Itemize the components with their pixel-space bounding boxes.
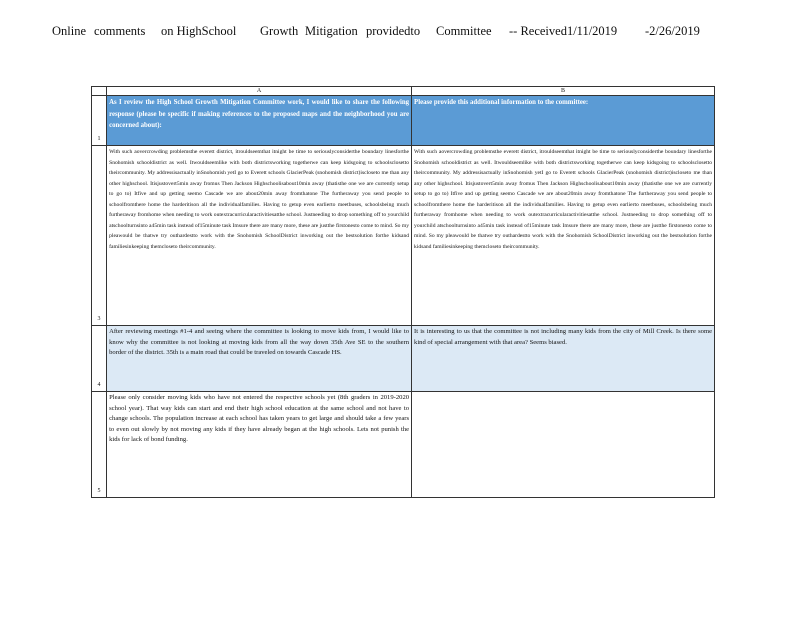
row-number: 4	[92, 326, 107, 392]
comment-cell-b	[412, 392, 715, 498]
row-number: 1	[92, 96, 107, 146]
header-word: comments	[94, 24, 146, 38]
row-number: 5	[92, 392, 107, 498]
table-row	[92, 326, 715, 392]
header-word: Committee	[436, 24, 492, 38]
table-row	[92, 392, 715, 498]
header-word: Online	[52, 24, 87, 38]
header-word: -2/26/2019	[645, 24, 700, 38]
header-word: providedto	[366, 24, 421, 38]
header-word: Mitigation	[305, 24, 358, 38]
column-header-a: A	[107, 87, 412, 96]
document-header	[0, 24, 800, 42]
row-number: 3	[92, 146, 107, 326]
corner-cell	[92, 87, 107, 96]
header-word: on HighSchool	[161, 24, 237, 38]
comment-cell-b: It is interesting to us that the committee is not including many kids from the city of Mill Creek. Is there some kind of special arrangement with that area? Seems biased.	[412, 326, 715, 392]
header-word: Growth	[260, 24, 299, 38]
table-row	[92, 96, 715, 146]
column-header-b: B	[412, 87, 715, 96]
comment-cell-b: With such aovercrowding problemsthe everett district, itrouldseemthat itnight be time to seriouslyconsiderthe boundary linesforthe Snohomish schooldistrict as well. Itwouldseemlike with both districtsworking togetherwe can keep kidsgoing to schoolsclosetto theircommunity. My addressisactually inSnohomish yetI go to Everett schools GlacierPeak (snohomish district)iscloseto me than any other highschool. Itisjustovert5min away fromus Then Jackson Highschoolisabout10min away (thatisthe one we are currently setup to go to) Itfive and up getting seemo Cascade we are about20min away fromthatone The furtheraway you send people to schoolfromthere home the harderitison all the individualfamilies. Having to getup even earlierto meetbuses, schoolsbeing much furtheraway fromhome when needing to work outextracurricularactivitiesatthe school. Justneeding to drop something off to yourchild atschoolturnsinto a45min task instead of15minute task Imsure there are many more, these are justthe firstonesto come to mind. So my pleawould be thatwe try outhardestto work with the Snohomish SchoolDistrict inworking out the bestsolution forthe kidsand familiesinkeeping themcloseto theircommunity.	[412, 146, 715, 326]
comments-table	[91, 86, 715, 498]
table-row	[92, 146, 715, 326]
question-cell-a: As I review the High School Growth Mitigation Committee work, I would like to share the following response (please be specific if making references to the proposed maps and the neighborhood you are concerned about):	[107, 96, 412, 146]
comment-cell-a: With such aovercrowding problemsthe everett district, itrouldseemthat itnight be time to seriouslyconsiderthe boundary linesforthe Snohomish schooldistrict as well. Itwouldseemlike with both districtsworking togetherwe can keep kidsgoing to schoolsclosetto theircommunity. My addressisactually inSnohomish yetI go to Everett schools GlacierPeak (snohomish district)iscloseto me than any other highschool. Itisjustovert5min away fromus Then Jackson Highschoolisabout10min away (thatisthe one we are currently setup to go to) Itfive and up getting seemo Cascade we are about20min away fromthatone The furtheraway you send people to schoolfromthere home the harderitison all the individualfamilies. Having to getup even earlierto meetbuses, schoolsbeing much furtheraway fromhome when needing to work outextracurricularactivitiesatthe school. Justneeding to drop something off to yourchild atschoolturnsinto a45min task instead of15minute task Imsure there are many more, these are justthe firstonesto come to mind. So my pleawould be thatwe try outhardestto work with the Snohomish SchoolDistrict inworking out the bestsolution forthe kidsand familiesinkeeping themcloseto theircommunity.	[107, 146, 412, 326]
column-header-row	[92, 87, 715, 96]
comment-cell-a: After reviewing meetings #1-4 and seeing where the committee is looking to move kids from, I would like to know why the committee is not looking at moving kids from all the way down 35th Ave SE to the southern border of the district. 35th is a main road that could be traveled on towards Cascade HS.	[107, 326, 412, 392]
header-word: -- Received1/11/2019	[509, 24, 618, 38]
question-cell-b: Please provide this additional information to the committee:	[412, 96, 715, 146]
comment-cell-a: Please only consider moving kids who have not entered the respective schools yet (8th graders in 2019-2020 school year). That way kids can start and end their high school education at the same school and not have to change schools. The population increase at each school has taken years to get large and should take a few years to even out slowly by not moving any kids if they have already began at the high schools. Lets not punish the kids for lack of bond funding.	[107, 392, 412, 498]
